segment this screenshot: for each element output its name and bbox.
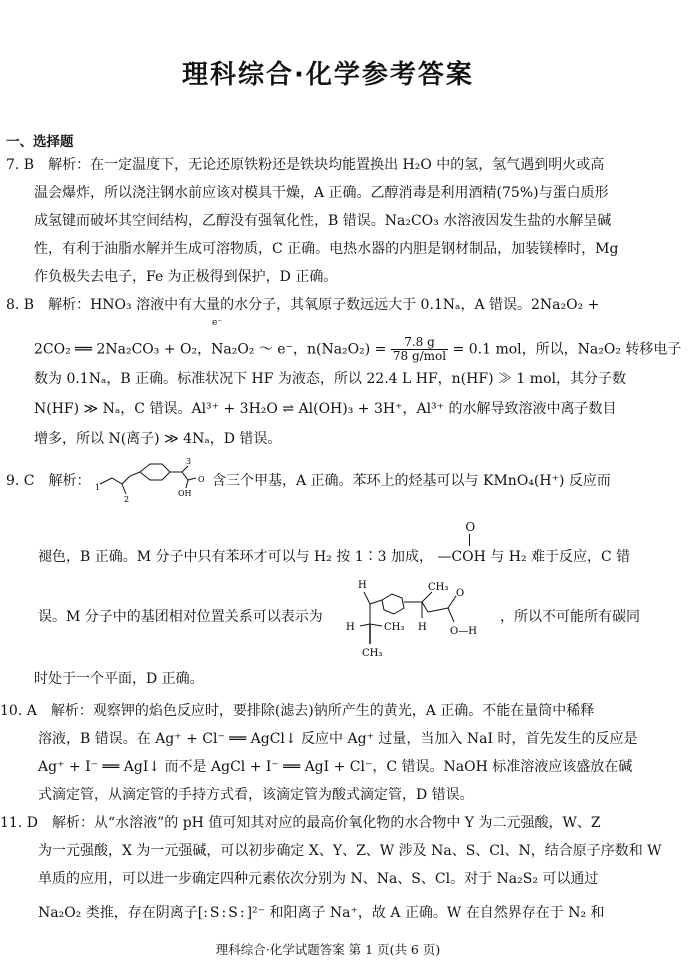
q9-line-3b: ，所以不可能所有碳同 [500, 609, 640, 625]
electron-label: e⁻ [212, 318, 223, 328]
q8-line-1: 8. B 解析：HNO₃ 溶液中有大量的水分子，其氧原子数远远大于 0.1Nₐ，A 错误。2Na₂O₂ + [6, 297, 600, 313]
page-footer: 理科综合·化学试题答案 第 1 页(共 6 页) [215, 942, 441, 957]
q10-line-4: 式滴定管，从滴定管的手持方式看，该滴定管为酸式滴定管，D 错误。 [38, 787, 474, 803]
q7-line-1: 7. B 解析：在一定温度下，无论还原铁粉还是铁块均能置换出 H₂O 中的氢，氢气遇到明火或高 [6, 157, 605, 173]
q10-line-3: Ag⁺ + I⁻ ══ AgI↓ 而不是 AgCl + I⁻ ══ AgI + Cl⁻，C 错误。NaOH 标准溶液应该盛放在碱 [38, 759, 633, 775]
structure-3d [340, 570, 500, 666]
struct3-ch3-bottom: CH₃ [362, 648, 383, 659]
struct1-label-3: 3 [186, 457, 192, 466]
q11-line-3: 单质的应用，可以进一步确定四种元素依次分别为 N、Na、S、Cl。对于 Na₂S₂ 可以通过 [38, 871, 599, 887]
struct1-o-label: O [198, 475, 205, 484]
q10-line-1: 10. A 解析：观察钾的焰色反应时，要排除(滤去)钠所产生的黄光，A 正确。不能在量筒中稀释 [0, 703, 595, 719]
q8-equation-a: 2CO₂ ══ 2Na₂CO₃ + O₂，Na₂O₂ ～ e⁻，n(Na₂O₂) = [34, 341, 387, 358]
q8-equation-b: = 0.1 mol，所以，Na₂O₂ 转移电子 [452, 341, 682, 358]
q7-line-3: 成氢键而破坏其空间结构，乙醇没有强氧化性，B 错误。Na₂CO₃ 水溶液因发生盐的水解呈碱 [34, 213, 612, 229]
struct3-h2: H [418, 622, 427, 633]
q9-line-4: 时处于一个平面，D 正确。 [34, 671, 204, 687]
disulfide-dot-structure: :S:S: [203, 905, 247, 921]
q9-line-2 [38, 520, 694, 566]
struct3-ch3-top: CH₃ [428, 582, 449, 593]
struct1-label-2: 2 [124, 495, 130, 504]
fraction-numerator: 7.8 g [391, 336, 448, 350]
q9-line-3a: 误。M 分子中的基团相对位置关系可以表示为 [38, 609, 323, 625]
mass-fraction [391, 336, 448, 363]
q11-line-4a: Na₂O₂ 类推，存在阴离子[ [38, 905, 204, 921]
carboxyl-o: O [465, 520, 476, 534]
struct1-label-1: 1 [95, 483, 101, 492]
carboxyl-group [437, 520, 486, 566]
q11-line-1: 11. D 解析：从“水溶液”的 pH 值可知其对应的最高价氧化物的水合物中 Y 为二元强酸，W、Z [0, 815, 601, 831]
carboxyl-double-bond [469, 534, 471, 546]
q8-line-5: 增多，所以 N(离子) ≫ 4Nₐ，D 错误。 [34, 431, 282, 447]
q8-line-3: 数为 0.1Nₐ，B 正确。标准状况下 HF 为液态，所以 22.4 L HF，n(HF) ≫ 1 mol，其分子数 [34, 371, 626, 387]
carboxyl-text: —COH [437, 549, 486, 565]
q9-line-2a: 褪色，B 正确。M 分子中只有苯环才可以与 H₂ 按 1∶3 加成， [38, 549, 433, 565]
q7-line-2: 温会爆炸，所以浇注钢水前应该对模具干燥，A 正确。乙醇消毒是利用酒精(75%)与蛋白质形 [34, 185, 609, 201]
q9-line-1b: 含三个甲基，A 正确。苯环上的烃基可以与 KMnO₄(H⁺) 反应而 [212, 473, 611, 489]
structure-skeletal-1 [92, 452, 232, 504]
q9-line-1a: 9. C 解析： [6, 473, 91, 489]
struct1-oh-label: OH [178, 489, 192, 498]
q10-line-2: 溶液，B 错误。在 Ag⁺ + Cl⁻ ══ AgCl↓ 反应中 Ag⁺ 过量，当加入 NaI 时，首先发生的反应是 [38, 731, 638, 747]
q11-line-2: 为一元强酸，X 为一元强碱，可以初步确定 X、Y、Z、W 涉及 Na、S、Cl、N，结合原子序数和 W [38, 843, 662, 859]
struct3-o: O [456, 588, 465, 599]
struct3-hw: H [346, 622, 355, 633]
q9-line-2c: 与 H₂ 难于反应，C 错 [490, 549, 631, 565]
section-heading: 一、选择题 [6, 134, 74, 150]
q8-line-2 [0, 336, 690, 363]
struct3-oh: O—H [450, 626, 477, 637]
q8-line-4: N(HF) ≫ Nₐ，C 错误。Al³⁺ + 3H₂O ⇌ Al(OH)₃ + 3H⁺，Al³⁺ 的水解导致溶液中离子数目 [34, 401, 617, 417]
q11-line-4 [0, 904, 694, 922]
page-title: 理科综合·化学参考答案 [182, 60, 474, 90]
fraction-denominator: 78 g/mol [392, 349, 447, 363]
q7-line-5: 作负极失去电子，Fe 为正极得到保护，D 正确。 [34, 269, 338, 285]
q7-line-4: 性，有利于油脂水解并生成可溶物质，C 正确。电热水器的内胆是钢材制品，加装镁棒时，Mg [34, 241, 619, 257]
q11-line-4c: ]²⁻ 和阳离子 Na⁺，故 A 正确。W 在自然界存在于 N₂ 和 [246, 905, 605, 921]
struct3-h1: H [358, 580, 367, 591]
struct3-ch3-mid: CH₃ [384, 622, 405, 633]
